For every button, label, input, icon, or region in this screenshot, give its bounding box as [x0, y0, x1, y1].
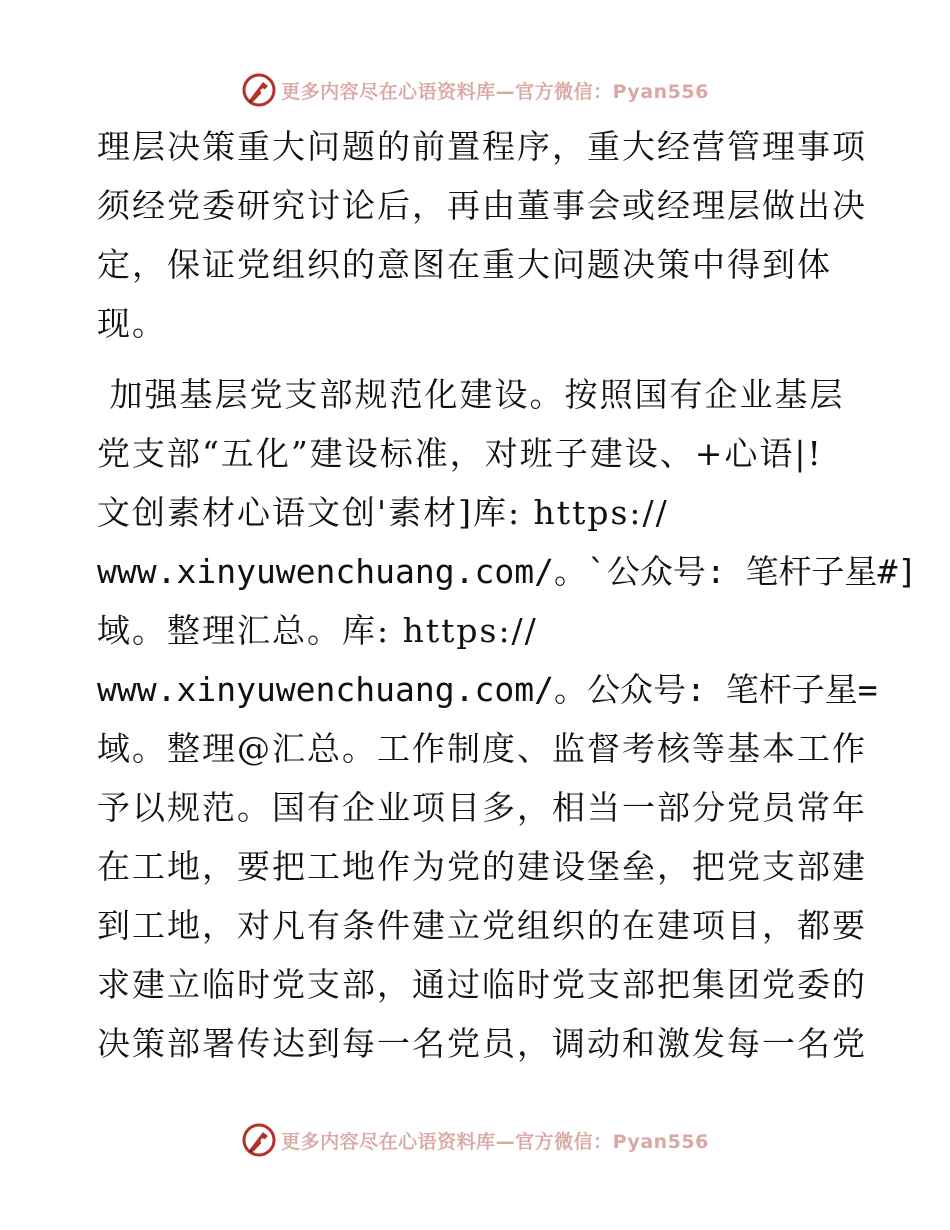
text-line: 予以规范。国有企业项目多，相当一部分党员常年	[97, 788, 867, 827]
text-line: 定，保证党组织的意图在重大问题决策中得到体	[97, 245, 832, 284]
footer-banner	[0, 1120, 950, 1160]
document-body	[97, 117, 918, 1073]
paragraph-1	[97, 117, 867, 353]
header-banner	[0, 70, 950, 110]
text-line: 文创素材心语文创'素材]库: https://	[97, 493, 669, 532]
pen-circle-icon	[241, 72, 277, 108]
text-line: 到工地，对凡有条件建立党组织的在建项目，都要	[97, 906, 867, 945]
text-line: 域。整理@汇总。工作制度、监督考核等基本工作	[97, 729, 867, 768]
text-line: 求建立临时党支部，通过临时党支部把集团党委的	[97, 965, 867, 1004]
text-line: 在工地，要把工地作为党的建设堡垒，把党支部建	[97, 847, 867, 886]
text-line: 域。整理汇总。库: https://	[97, 611, 538, 650]
text-line: 党支部“五化”建设标准，对班子建设、+心语|!	[97, 434, 823, 473]
header-banner-text: 更多内容尽在心语资料库—官方微信：Pyan556	[281, 80, 709, 103]
text-line: 现。	[97, 304, 167, 343]
paragraph-2	[97, 365, 918, 1073]
text-line: www.xinyuwenchuang.com/。公众号: 笔杆子星=	[97, 670, 878, 709]
footer-banner-text: 更多内容尽在心语资料库—官方微信：Pyan556	[281, 1130, 709, 1153]
text-line: 须经党委研究讨论后，再由董事会或经理层做出决	[97, 186, 867, 225]
text-line: www.xinyuwenchuang.com/。`公众号: 笔杆子星#]	[97, 552, 918, 591]
text-line: 决策部署传达到每一名党员，调动和激发每一名党	[97, 1024, 867, 1063]
text-line: 加强基层党支部规范化建设。按照国有企业基层	[97, 375, 845, 414]
text-line: 理层决策重大问题的前置程序，重大经营管理事项	[97, 127, 867, 166]
pen-circle-icon	[241, 1122, 277, 1158]
